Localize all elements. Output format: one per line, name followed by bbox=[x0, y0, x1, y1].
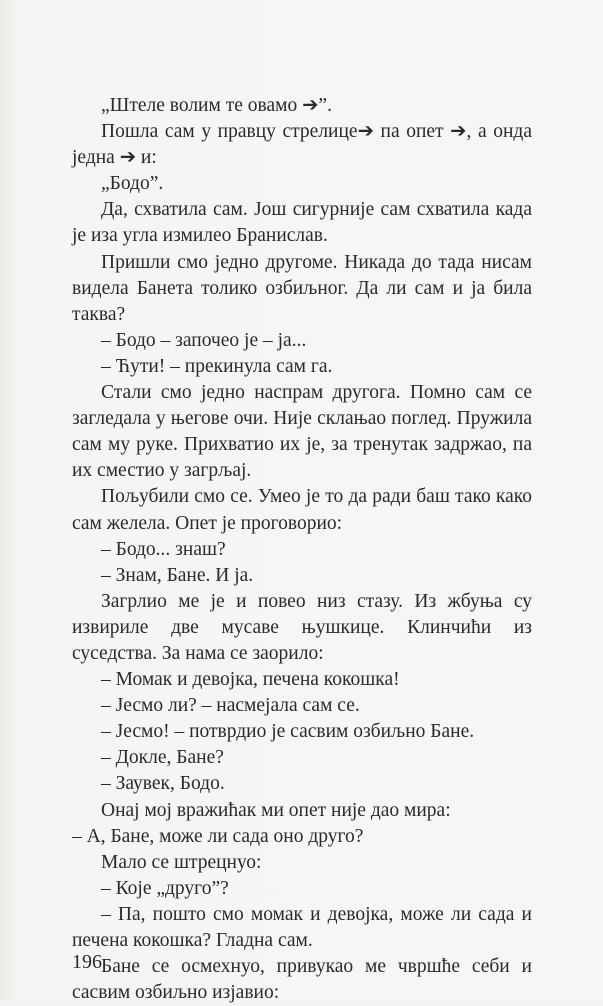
dialog-line-7: – Јесмо! – потврдио је сасвим озбиљно Бане. bbox=[101, 721, 475, 743]
paragraph-1: „Штеле волим те овамо ➔”. bbox=[101, 95, 332, 116]
dialog-line-8: – Докле, Бане? bbox=[101, 747, 224, 769]
dialog-line-1: – Бодо – започео је – ја... bbox=[101, 329, 307, 351]
dialog-line-4: – Знам, Бане. И ја. bbox=[101, 564, 254, 586]
dialog-line-12: – Па, пошто смо момак и девојка, може ли сада и печена кокошка? Гладна сам. bbox=[72, 903, 532, 951]
dialog-line-2: – Ћути! – прекинула сам га. bbox=[101, 355, 333, 377]
dialog-line-5: – Момак и девојка, печена кокошка! bbox=[101, 669, 400, 691]
paragraph-10: Мало се штрецнуо: bbox=[101, 851, 262, 873]
paragraph-11: Бане се осмехнуо, привукао ме чвршће себи и сасвим озбиљно изјавио: bbox=[72, 956, 532, 1004]
paragraph-6: Стали смо једно наспрам другога. Помно сам се загледала у његове очи. Није склањао поглед. Пружила сам му руке. Прихватио их је, за тренутак задржао, па их сместио у загрљај. bbox=[72, 382, 532, 482]
dialog-line-6: – Јесмо ли? – насмејала сам се. bbox=[101, 695, 360, 717]
paragraph-7: Пољубили смо се. Умео је то да ради баш тако како сам желела. Опет је проговорио: bbox=[72, 486, 532, 534]
paragraph-4: Да, схватила сам. Још сигурније сам схватила када је иза угла измилео Бранислав. bbox=[72, 199, 532, 247]
dialog-line-3: – Бодо... знаш? bbox=[101, 538, 226, 560]
paragraph-2: Пошла сам у правцу стрелице➔ па опет ➔, а онда једна ➔ и: bbox=[72, 121, 532, 169]
paragraph-5: Пришли смо једно другоме. Никада до тада нисам видела Банета толико озбиљног. Да ли сам и ја била таква? bbox=[72, 251, 532, 325]
dialog-line-10: – А, Бане, може ли сада оно друго? bbox=[72, 825, 364, 847]
page-number: 196 bbox=[72, 951, 102, 973]
dialog-line-11: – Које „друго”? bbox=[101, 877, 229, 899]
paragraph-3: „Бодо”. bbox=[101, 173, 164, 195]
dialog-line-9: – Заувек, Бодо. bbox=[101, 773, 225, 795]
paragraph-8: Загрлио ме је и повео низ стазу. Из жбуња су извириле две мусаве њушкице. Клинчићи из суседства. За нама се заорило: bbox=[72, 590, 532, 664]
body-text bbox=[72, 93, 532, 1006]
paragraph-9: Онај мој вражићак ми опет није дао мира: bbox=[101, 799, 451, 821]
